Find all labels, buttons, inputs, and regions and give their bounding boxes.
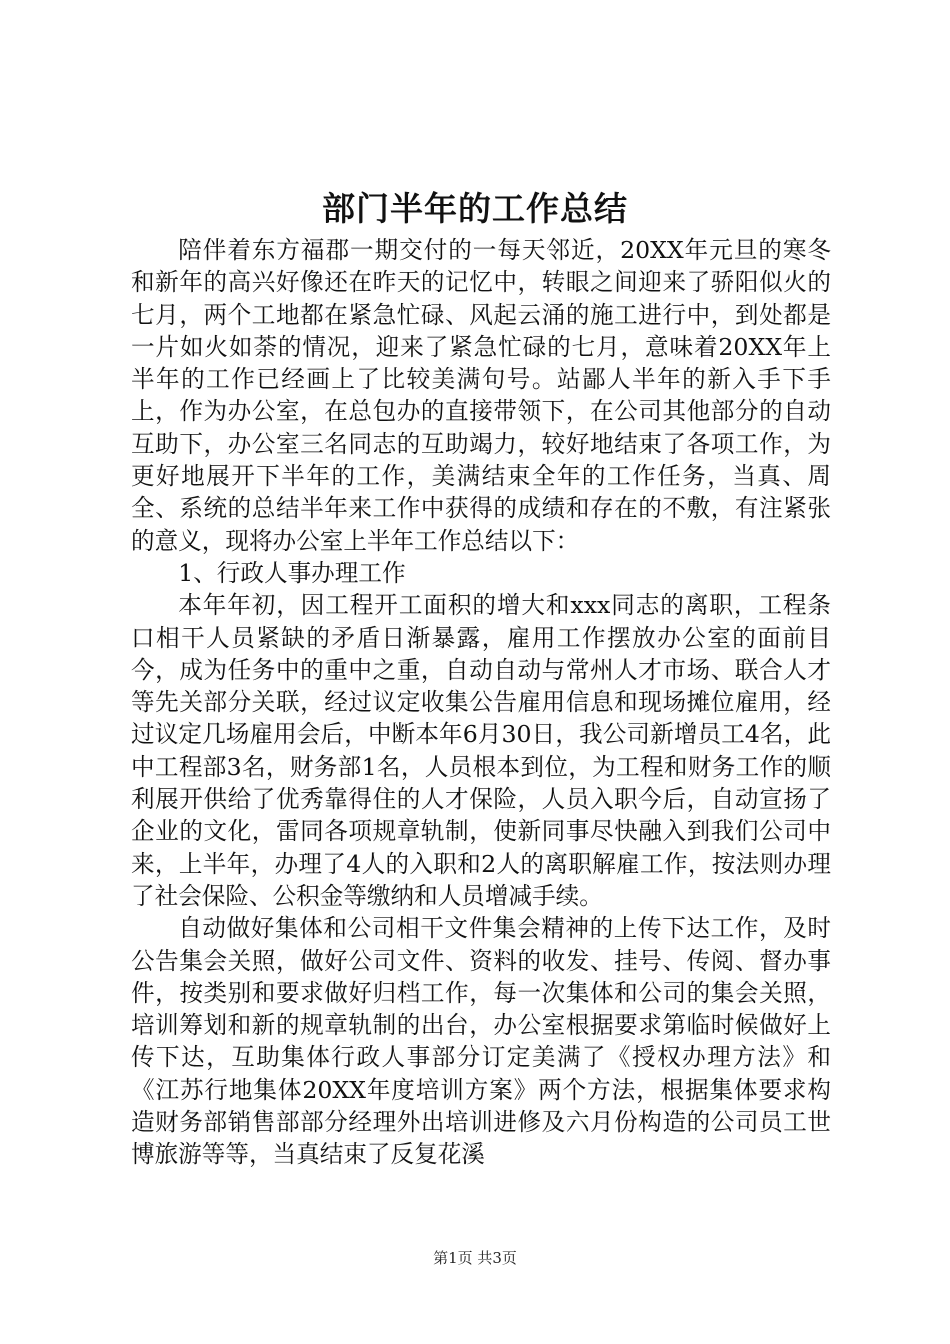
document-title: 部门半年的工作总结 (322, 189, 628, 228)
recruitment-paragraph: 本年年初，因工程开工面积的增大和xxx同志的离职，工程条口相干人员紧缺的矛盾日渐暴露，雇用工作摆放办公室的面前目今，成为任务中的重中之重，自动自动与常州人才市场、联合人才等先关部分关联，经过议定收集公告雇用信息和现场摊位雇用，经过议定几场雇用会后，中断本年6月30日，我公司新增员工4名，此中工程部3名，财务部1名，人员根本到位，为工程和财务工作的顺利展开供给了优秀靠得住的人才保险，人员入职今后，自动宣扬了企业的文化，雷同各项规章轨制，使新同事尽快融入到我们公司中来，上半年，办理了4人的入职和2人的离职解雇工作，按法则办理了社会保险、公积金等缴纳和人员增减手续。 (131, 591, 831, 910)
section-heading-admin-hr: 1、行政人事办理工作 (178, 558, 406, 587)
page-footer: 第1页 共3页 (433, 1249, 517, 1267)
documents-paragraph: 自动做好集体和公司相干文件集会精神的上传下达工作，及时公告集会关照，做好公司文件、资料的收发、挂号、传阅、督办事件，按类别和要求做好归档工作，每一次集体和公司的集会关照，培训筹划和新的规章轨制的出台，办公室根据要求第临时候做好上传下达，互助集体行政人事部分订定美满了《授权办理方法》和《江苏行地集体20XX年度培训方案》两个方法，根据集体要求构造财务部销售部部分经理外出培训进修及六月份构造的公司员工世博旅游等等，当真结束了反复花溪 (131, 914, 831, 1169)
intro-paragraph: 陪伴着东方福郡一期交付的一每天邻近，20XX年元旦的寒冬和新年的高兴好像还在昨天的记忆中，转眼之间迎来了骄阳似火的七月，两个工地都在紧急忙碌、风起云涌的施工进行中，到处都是一片如火如荼的情况，迎来了紧急忙碌的七月，意味着20XX年上半年的工作已经画上了比较美满句号。站鄙人半年的新入手下手上，作为办公室，在总包办的直接带领下，在公司其他部分的自动互助下，办公室三名同志的互助竭力，较好地结束了各项工作，为更好地展开下半年的工作，美满结束全年的工作任务，当真、周全、系统的总结半年来工作中获得的成绩和存在的不敷，有注紧张的意义，现将办公室上半年工作总结以下： (131, 236, 831, 555)
document-body (131, 234, 831, 1171)
